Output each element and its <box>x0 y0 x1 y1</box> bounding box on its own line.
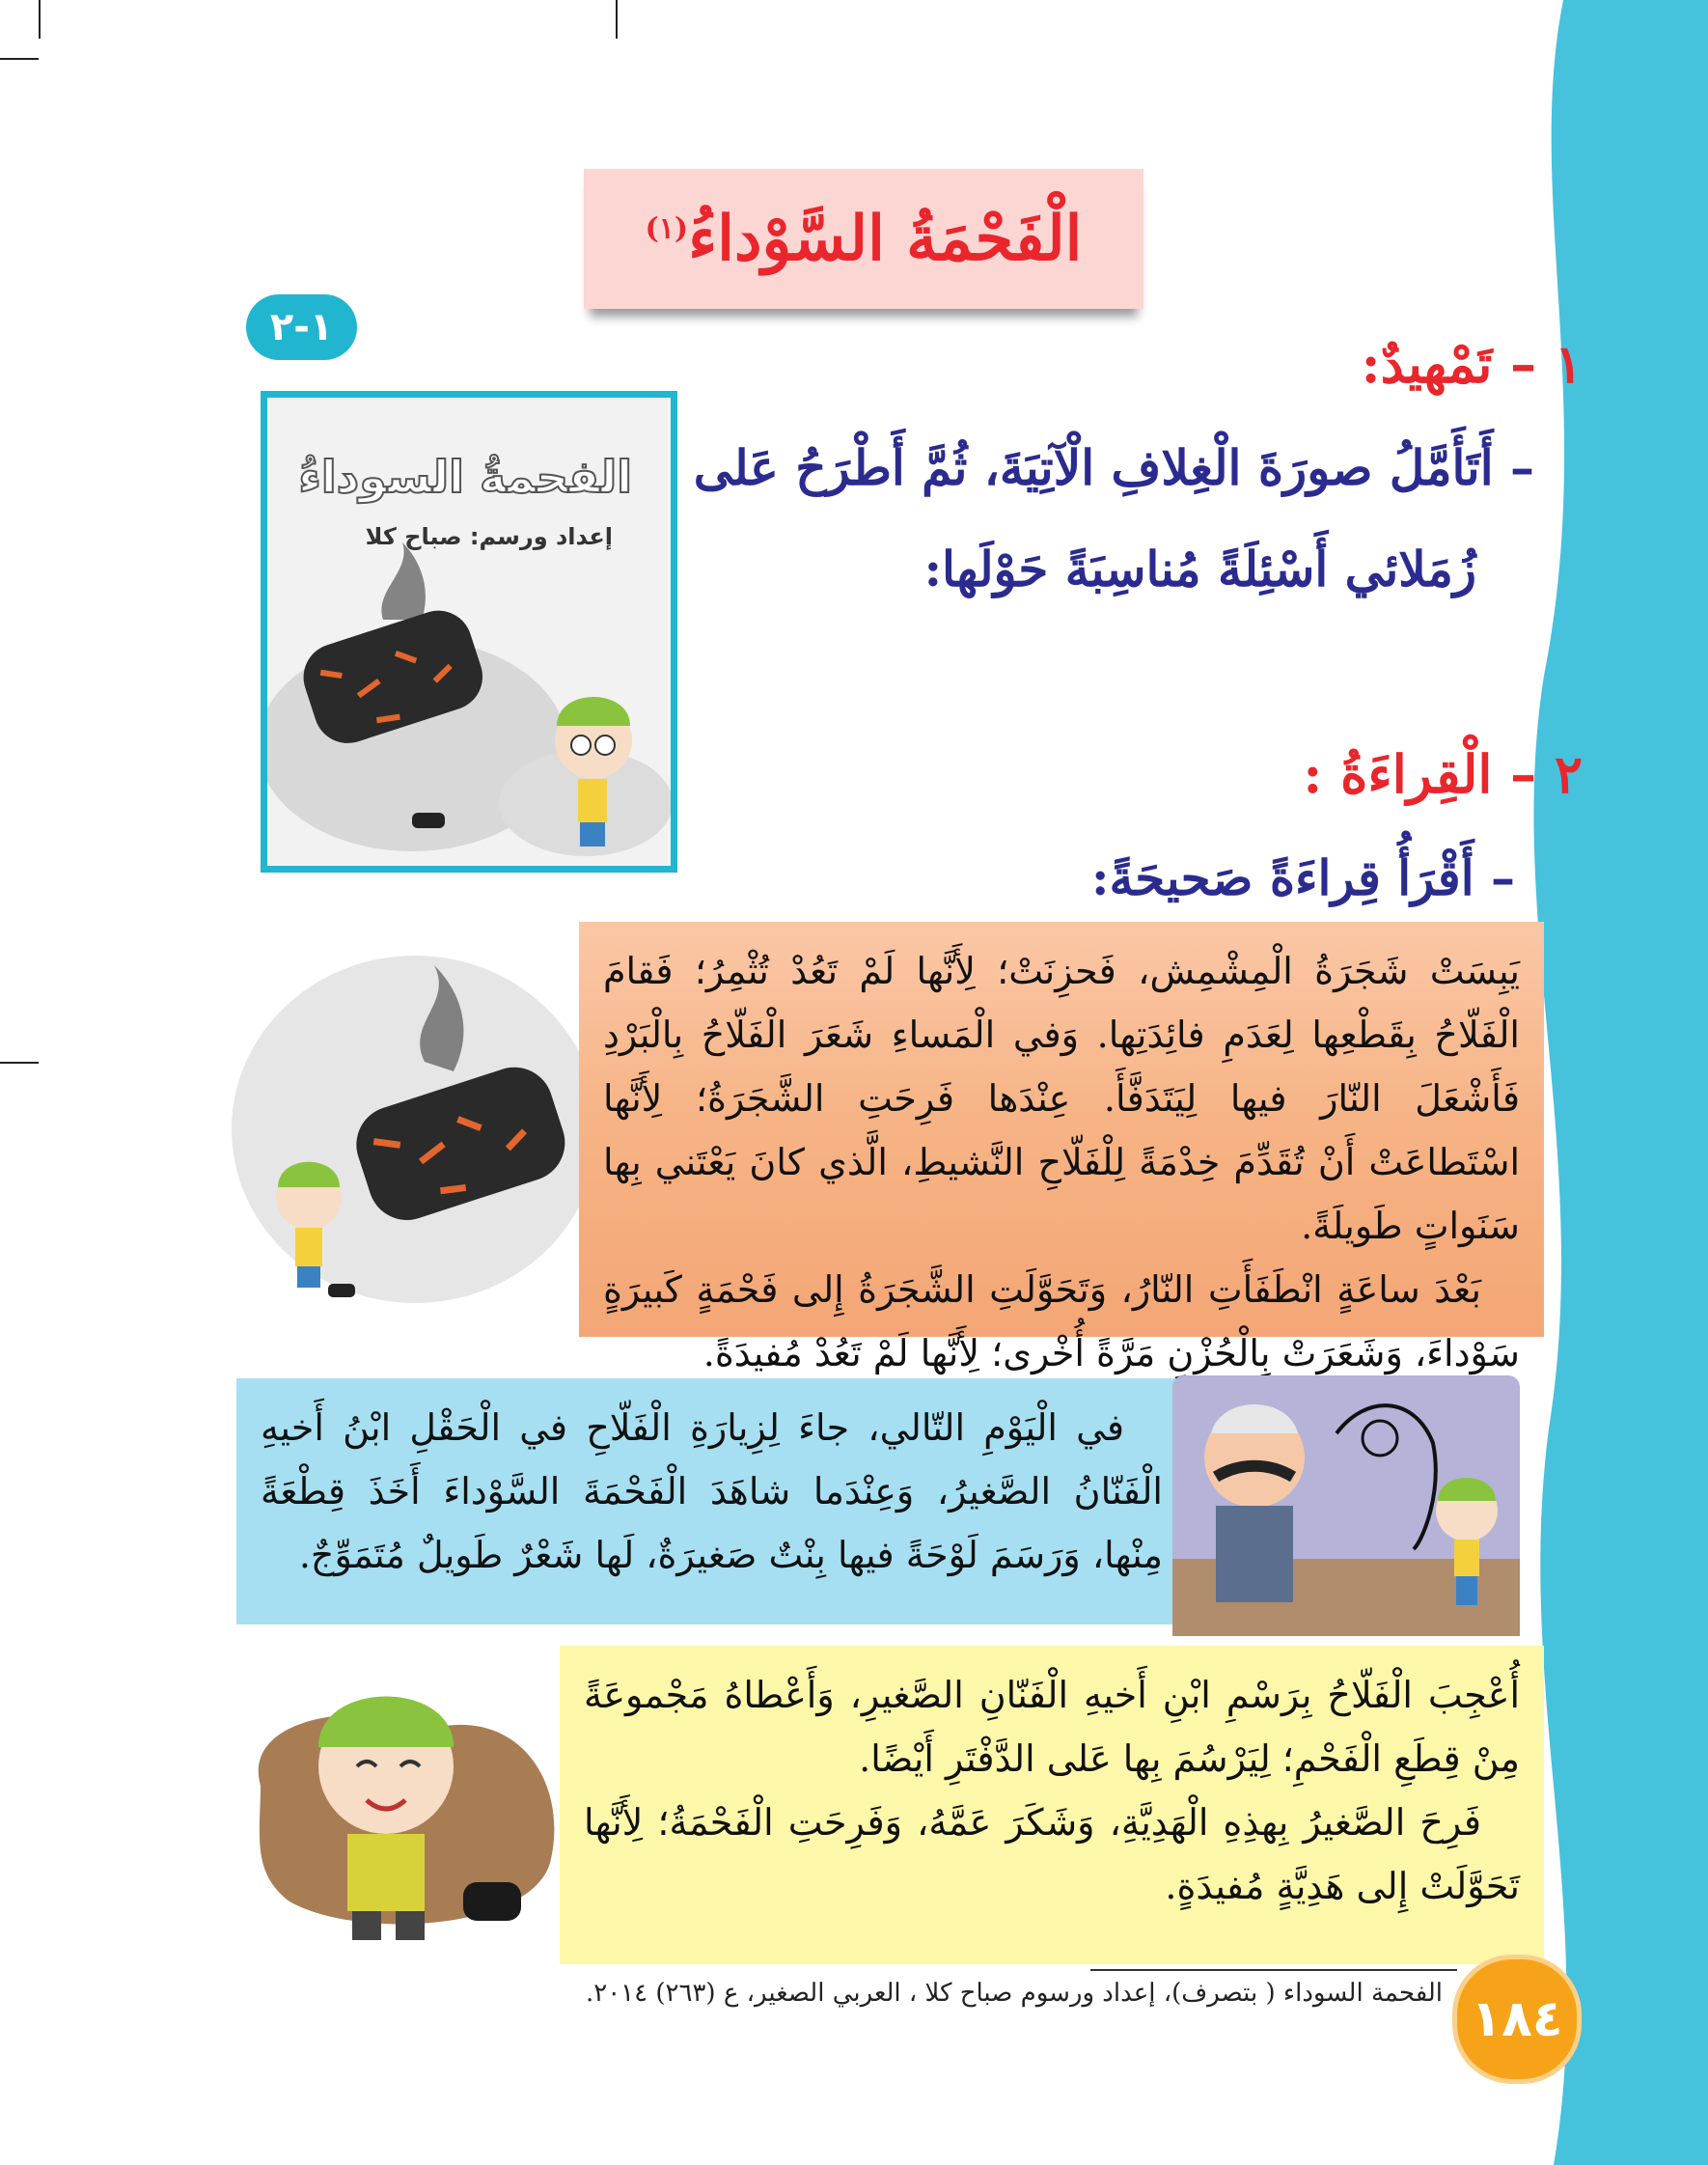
section1-title: – تَمْهيدٌ: <box>1361 333 1537 395</box>
page-title <box>646 203 1083 275</box>
crop-mark-left-mid <box>0 1062 39 1064</box>
crop-mark-top-left <box>0 58 39 60</box>
coal-illustration <box>222 946 598 1351</box>
story-paragraph-1: يَبِسَتْ شَجَرَةُ الْمِشْمِش، فَحزِنَتْ؛ لِأَنَّها لَمْ تَعُدْ تُثْمِرُ؛ فَقامَ الْفَلّاحُ بِقَطْعِها لِعَدَمِ فائِدَتِها. وَفي الْمَساءِ شَعَرَ الْفَلّاحُ بِالْبَرْدِ فَأَشْعَلَ النّارَ فيها لِيَتَدَفَّأَ. عِنْدَها فَرِحَتِ الشَّجَرَةُ؛ لِأَنَّها اسْتَطاعَتْ أَنْ تُقَدِّمَ خِدْمَةً لِلْفَلّاحِ النَّشيطِ، الَّذي كانَ يَعْتَني بِها سَنَواتٍ طَويلَةً. <box>603 950 1520 1247</box>
section1-heading <box>1362 333 1583 395</box>
section1-line2: زُمَلائي أَسْئِلَةً مُناسِبَةً حَوْلَها: <box>923 541 1476 597</box>
crop-mark-top-center <box>616 0 618 39</box>
footnote: الفحمة السوداء ( بتصرف)، إعداد ورسوم صباح كلا ، العربي الصغير، ع (٢٦٣) ٢٠١٤. <box>585 1979 1443 2008</box>
footnote-mark: (١) <box>645 211 689 246</box>
farmer-drawing-illustration <box>1172 1375 1520 1636</box>
section2-instruction: – أَقْرَأُ قِراءَةً صَحيحَةً: <box>1091 849 1515 906</box>
section1-line1: – أَتَأَمَّلُ صورَةَ الْغِلافِ الْآتِيَةَ، ثُمَّ أَطْرَحُ عَلى <box>693 439 1534 496</box>
title-box <box>584 169 1143 309</box>
happy-boy-illustration <box>241 1641 569 1959</box>
section2-number: ٢ <box>1554 743 1583 805</box>
footnote-divider <box>1090 1969 1457 1971</box>
section2-title: – الْقِراءَةُ : <box>1303 743 1537 805</box>
cover-author: إعداد ورسم: صباح كلا <box>365 523 613 550</box>
cover-title: الفحمةُ السوداءُ <box>298 451 632 503</box>
page-number: ١٨٤ <box>1452 1955 1582 2084</box>
section1-number: ١ <box>1554 333 1583 395</box>
story-box-1 <box>579 922 1544 1374</box>
story-box-3 <box>560 1646 1544 1964</box>
book-cover-image <box>261 391 677 873</box>
story-box-2 <box>236 1378 1187 1624</box>
lesson-badge: ١-٢ <box>246 294 357 360</box>
story-paragraph-5: فَرِحَ الصَّغيرُ بِهذِهِ الْهَدِيَّةِ، وَشَكَرَ عَمَّهُ، وَفَرِحَتِ الْفَحْمَةُ؛ لِأَنَّها تَحَوَّلَتْ إِلى هَدِيَّةٍ مُفيدَةٍ. <box>584 1801 1520 1907</box>
section2-heading <box>1303 743 1583 805</box>
story-paragraph-2: بَعْدَ ساعَةٍ انْطَفَأَتِ النّارُ، وَتَحَوَّلَتِ الشَّجَرَةُ إِلى فَحْمَةٍ كَبيرَةٍ سَوْداءَ، وَشَعَرَتْ بِالْحُزْنِ مَرَّةً أُخْرى؛ لِأَنَّها لَمْ تَعُدْ مُفيدَةً. <box>603 1268 1520 1374</box>
story-paragraph-4: أُعْجِبَ الْفَلّاحُ بِرَسْمِ ابْنِ أَخيهِ الْفَنّانِ الصَّغيرِ، وَأَعْطاهُ مَجْموعَةً مِنْ قِطَعِ الْفَحْمِ؛ لِيَرْسُمَ بِها عَلى الدَّفْتَرِ أَيْضًا. <box>584 1674 1520 1780</box>
title-main: الْفَحْمَةُ السَّوْداءُ <box>688 203 1083 275</box>
crop-mark-top-left-v <box>39 0 41 39</box>
story-paragraph-3: في الْيَوْمِ التّالي، جاءَ لِزِيارَةِ الْفَلّاحِ في الْحَقْلِ ابْنُ أَخيهِ الْفَنّانُ الصَّغيرُ، وَعِنْدَما شاهَدَ الْفَحْمَةَ السَّوْداءَ أَخَذَ قِطْعَةً مِنْها، وَرَسَمَ لَوْحَةً فيها بِنْتٌ صَغيرَةٌ، لَها شَعْرٌ طَويلٌ مُتَمَوِّجٌ. <box>261 1406 1163 1576</box>
